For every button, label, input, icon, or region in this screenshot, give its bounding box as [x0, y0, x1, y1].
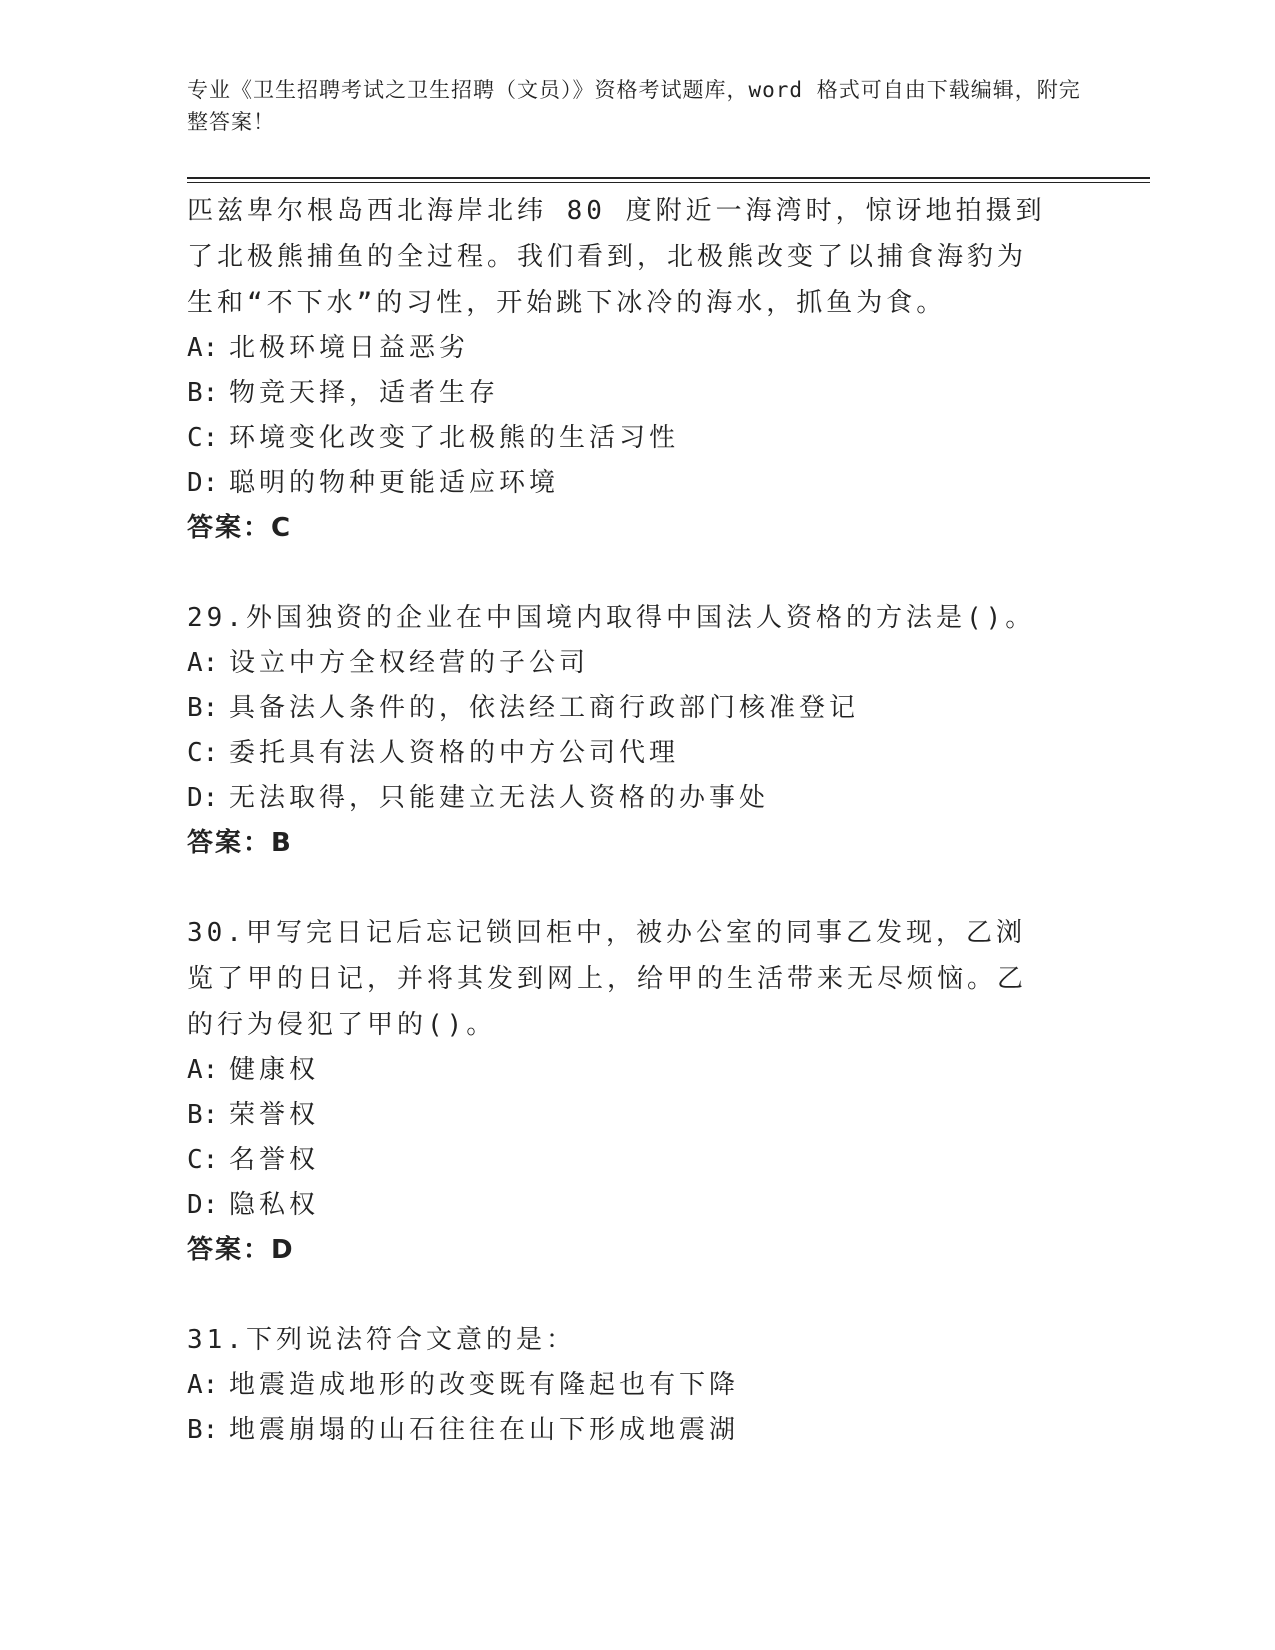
- option-letter: D:: [187, 1190, 219, 1220]
- document-header: [187, 74, 1087, 138]
- question-text: 30.甲写完日记后忘记锁回柜中，被办公室的同事乙发现，乙浏览了甲的日记，并将其发到网上，给甲的生活带来无尽烦恼。乙的行为侵犯了甲的()。: [187, 918, 1028, 1040]
- option-letter: A:: [187, 1370, 219, 1400]
- option-letter: B:: [187, 693, 219, 723]
- option-letter: C:: [187, 738, 219, 768]
- option-b: [187, 1408, 1087, 1453]
- option-letter: C:: [187, 1145, 219, 1175]
- option-letter: C:: [187, 423, 219, 453]
- option-text: 委托具有法人资格的中方公司代理: [229, 738, 680, 768]
- question-block-28: [187, 188, 1087, 551]
- option-letter: D:: [187, 468, 219, 498]
- answer-line: 答案：B: [187, 828, 293, 858]
- option-letter: D:: [187, 783, 219, 813]
- option-a: [187, 1363, 1087, 1408]
- option-text: 名誉权: [229, 1145, 320, 1175]
- answer-line: 答案：C: [187, 513, 293, 543]
- option-text: 地震崩塌的山石往往在山下形成地震湖: [229, 1415, 740, 1445]
- question-block-31: [187, 1317, 1087, 1453]
- option-text: 荣誉权: [229, 1100, 320, 1130]
- option-text: 隐私权: [229, 1190, 320, 1220]
- question-text: 31.下列说法符合文意的是：: [187, 1325, 576, 1355]
- option-text: 聪明的物种更能适应环境: [229, 468, 560, 498]
- header-divider-thin: [187, 182, 1150, 183]
- option-text: 健康权: [229, 1055, 320, 1085]
- question-list: [187, 188, 1087, 1453]
- option-text: 物竞天择，适者生存: [229, 378, 500, 408]
- question-text: 匹兹卑尔根岛西北海岸北纬 80 度附近一海湾时，惊讶地拍摄到了北极熊捕鱼的全过程。我们看到，北极熊改变了以捕食海豹为生和“不下水”的习性，开始跳下冰冷的海水，抓鱼为食。: [187, 196, 1046, 318]
- option-text: 无法取得，只能建立无法人资格的办事处: [229, 783, 770, 813]
- option-letter: A:: [187, 648, 219, 678]
- option-a: [187, 326, 1087, 371]
- option-b: [187, 371, 1087, 416]
- option-a: [187, 1048, 1087, 1093]
- option-c: [187, 1138, 1087, 1183]
- option-text: 北极环境日益恶劣: [229, 333, 470, 363]
- option-text: 地震造成地形的改变既有隆起也有下降: [229, 1370, 740, 1400]
- option-text: 设立中方全权经营的子公司: [229, 648, 590, 678]
- option-text: 环境变化改变了北极熊的生活习性: [229, 423, 680, 453]
- option-b: [187, 686, 1087, 731]
- option-d: [187, 1183, 1087, 1228]
- option-d: [187, 776, 1087, 821]
- option-letter: B:: [187, 1100, 219, 1130]
- option-letter: B:: [187, 378, 219, 408]
- option-letter: A:: [187, 333, 219, 363]
- option-letter: A:: [187, 1055, 219, 1085]
- option-c: [187, 416, 1087, 461]
- option-letter: B:: [187, 1415, 219, 1445]
- question-text: 29.外国独资的企业在中国境内取得中国法人资格的方法是()。: [187, 603, 1036, 633]
- option-b: [187, 1093, 1087, 1138]
- option-c: [187, 731, 1087, 776]
- option-d: [187, 461, 1087, 506]
- question-block-29: [187, 595, 1087, 866]
- option-a: [187, 641, 1087, 686]
- header-intro: 专业《卫生招聘考试之卫生招聘（文员）》资格考试题库，word 格式可自由下载编辑，附完整答案！: [187, 78, 1081, 134]
- answer-line: 答案：D: [187, 1235, 295, 1265]
- option-text: 具备法人条件的，依法经工商行政部门核准登记: [229, 693, 860, 723]
- header-divider-thick: [187, 177, 1150, 179]
- question-block-30: [187, 910, 1087, 1273]
